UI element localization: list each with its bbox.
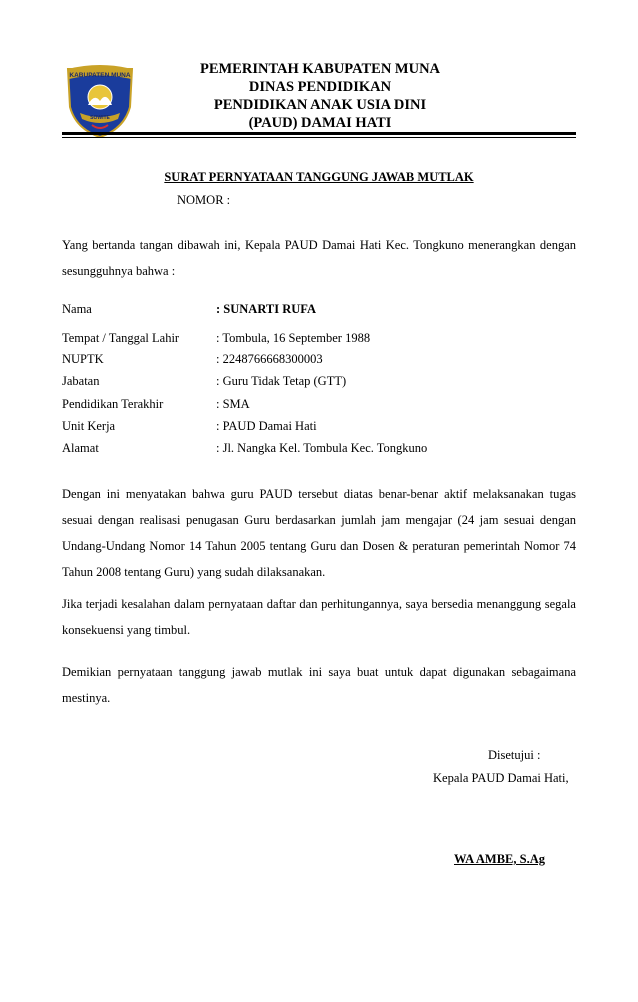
signer-position: Kepala PAUD Damai Hati, xyxy=(433,771,569,785)
signer-name: WA AMBE, S.Ag xyxy=(454,852,545,866)
identity-label: Nama xyxy=(62,302,92,316)
identity-label: Jabatan xyxy=(62,374,100,388)
document-number: NOMOR : xyxy=(177,193,231,207)
identity-row-nama xyxy=(62,302,576,322)
identity-value: : PAUD Damai Hati xyxy=(216,419,317,433)
identity-value: : SMA xyxy=(216,397,250,411)
identity-row-jabatan xyxy=(62,374,576,394)
letterhead-line2: DINAS PENDIDIKAN xyxy=(248,79,392,95)
identity-label: Unit Kerja xyxy=(62,419,116,433)
statement-paragraph: Dengan ini menyatakan bahwa guru PAUD tersebut diatas benar-benar aktif melaksanakan tugas sesuai dengan realisasi penugasan Guru berdasarkan jumlah jam mengajar (24 jam sesuai dengan Undang-Undang Nomor 14 Tahun 2005 tentang Guru dan Dosen & peraturan pemerintah Nomor 74 Tahun 2008 tentang Guru) yang sudah dilaksanakan. xyxy=(62,487,576,579)
svg-text:KABUPATEN MUNA: KABUPATEN MUNA xyxy=(69,72,131,79)
closing-paragraph: Demikian pernyataan tanggung jawab mutlak ini saya buat untuk dapat digunakan sebagaimana mestinya. xyxy=(62,665,576,705)
letterhead-line3: PENDIDIKAN ANAK USIA DINI xyxy=(213,97,427,113)
letterhead-rule-thin xyxy=(62,137,576,138)
intro-paragraph: Yang bertanda tangan dibawah ini, Kepala PAUD Damai Hati Kec. Tongkuno menerangkan dengan sesungguhnya bahwa : xyxy=(62,238,576,278)
identity-label: Tempat / Tanggal Lahir xyxy=(62,331,180,345)
letterhead-line1: PEMERINTAH KABUPATEN MUNA xyxy=(199,61,441,77)
liability-paragraph: Jika terjadi kesalahan dalam pernyataan daftar dan perhitungannya, saya bersedia menanggung segala konsekuensi yang timbul. xyxy=(62,597,576,637)
identity-value: : Jl. Nangka Kel. Tombula Kec. Tongkuno xyxy=(216,441,428,455)
svg-text:SOWITE: SOWITE xyxy=(90,115,110,121)
identity-value: : SUNARTI RUFA xyxy=(216,302,317,316)
identity-row-nuptk xyxy=(62,352,576,372)
identity-row-alamat xyxy=(62,441,576,461)
letterhead-rule-thick xyxy=(62,132,576,135)
identity-value: : 2248766668300003 xyxy=(216,352,323,366)
identity-row-ttl xyxy=(62,331,576,351)
identity-row-pendidikan xyxy=(62,397,576,417)
identity-label: NUPTK xyxy=(62,352,104,366)
document-title: SURAT PERNYATAAN TANGGUNG JAWAB MUTLAK xyxy=(164,170,474,184)
identity-label: Alamat xyxy=(62,441,99,455)
identity-row-unit-kerja xyxy=(62,419,576,439)
letterhead xyxy=(160,60,480,132)
identity-label: Pendidikan Terakhir xyxy=(62,397,164,411)
identity-value: : Guru Tidak Tetap (GTT) xyxy=(216,374,347,388)
identity-value: : Tombula, 16 September 1988 xyxy=(216,331,371,345)
approval-label: Disetujui : xyxy=(488,748,541,762)
letterhead-line4: (PAUD) DAMAI HATI xyxy=(248,115,392,131)
kabupaten-muna-crest-logo xyxy=(64,63,136,139)
